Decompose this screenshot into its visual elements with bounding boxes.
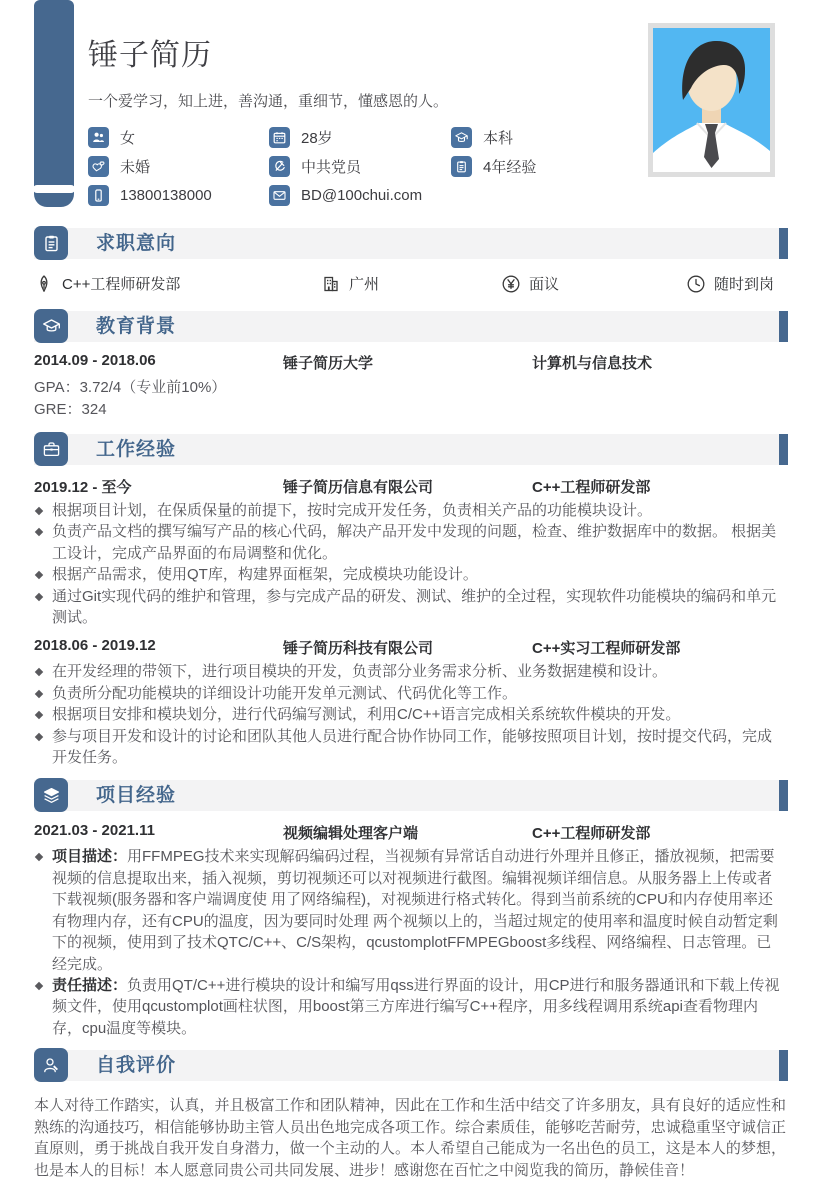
party-emblem-icon [269, 156, 290, 177]
project-bullet [34, 846, 786, 974]
info-item-experience [451, 156, 638, 177]
calendar-icon [269, 127, 290, 148]
hearts-icon [88, 156, 109, 177]
info-label: BD@100chui.com [301, 187, 423, 204]
header-main [88, 0, 638, 206]
info-label: 女 [120, 130, 136, 147]
intent-label: 面议 [529, 276, 560, 293]
phone-icon [88, 185, 109, 206]
education-period: 2014.09 - 2018.06 [34, 352, 156, 369]
info-item-degree [451, 127, 638, 148]
work-role: C++工程师研发部 [532, 479, 651, 496]
personal-info-grid [88, 127, 638, 206]
info-label: 本科 [483, 130, 514, 147]
work-bullet: 根据项目安排和模块划分，进行代码编写测试，利用C/C++语言完成相关系统软件模块的开发。 [34, 704, 786, 725]
project-bullet-text: 用FFMPEG技术来实现解码编码过程，当视频有异常话自动进行外理并且修正，播放视频，把需要视频的信息提取出来，插入视频，剪切视频还可以对视频进行截图。编辑视频详细信息。从服务器上上传或者下载视频(服务器和客户端调度使 用了网络编程)，对视频进行格式转化。得到当前系统的CPU和内存使用率还有物理内存，还有CPU的温度，因为要同时处理 两个视频以上的，当超过规定的使用率和温度时候自动暂定剩下的视频，使用到了技术QTC/C++、C/S架构，qcustomplotFFMPEGboost多线程、网络编程、日志管理。已经完成。 [52, 848, 778, 973]
bullet-diamond-icon [35, 690, 43, 698]
self-eval-text: 本人对待工作踏实，认真，并且极富工作和团队精神，因此在工作和生活中结交了许多朋友，具有良好的适应性和熟练的沟通技巧，相信能够协助主管人员出色地完成各项工作。综合素质佳，能够吃苦耐劳，忠诚稳重坚守诚信正直原则，勇于挑战自我开发自身潜力，做一个主动的人。本人希望自己能成为一名出色的员工，这是本人的梦想，也是本人的目标！本人愿意同贵公司共同发展、进步！感谢您在百忙之中阅览我的简历，静候佳音！ [34, 1097, 786, 1179]
person-edit-icon [34, 1048, 68, 1082]
education-row [34, 342, 786, 373]
info-item-age [269, 127, 451, 148]
info-item-email [269, 185, 451, 206]
bullet-diamond-icon [35, 592, 43, 600]
section-end-bar [779, 434, 788, 465]
section-project [0, 780, 820, 1039]
info-item-gender [88, 127, 269, 148]
salary-yen-icon [501, 274, 521, 294]
section-title: 自我评价 [96, 1055, 177, 1077]
section-title: 求职意向 [96, 233, 177, 254]
project-name: 视频编辑处理客户端 [283, 825, 419, 843]
project-bullet-text: 负责用QT/C++进行模块的设计和编写用qss进行界面的设计，用CP进行和服务器通讯和下载上传视频文件，使用qcustomplot画柱状图，用boost第三方库进行编写C++程序，用多线程调用系统api查看物理内存，cpu温度等模块。 [52, 976, 780, 1037]
intent-item-availability [686, 273, 786, 294]
clipboard-icon [34, 226, 68, 260]
clipboard-icon [451, 156, 472, 177]
info-item-marital [88, 156, 269, 177]
section-header [34, 434, 779, 465]
bullet-diamond-icon [35, 571, 43, 579]
project-role: C++工程师研发部 [532, 825, 651, 843]
work-bullet: 通过Git实现代码的维护和管理，参与完成产品的研发、测试、维护的全过程，实现软件功能模块的编码和单元测试。 [34, 586, 786, 629]
bullet-diamond-icon [35, 711, 43, 719]
info-label: 4年经验 [483, 159, 537, 176]
pen-nib-icon [34, 274, 54, 294]
work-bullet: 根据项目计划，在保质保量的前提下，按时完成开发任务，负责相关产品的功能模块设计。 [34, 500, 786, 521]
work-bullet: 在开发经理的带领下，进行项目模块的开发，负责部分业务需求分析、业务数据建模和设计。 [34, 661, 786, 682]
work-entry-row [34, 476, 786, 497]
work-role: C++实习工程师研发部 [532, 640, 681, 658]
bullet-diamond-icon [35, 853, 43, 861]
section-end-bar [779, 1050, 788, 1081]
work-company: 锤子简历科技有限公司 [283, 640, 434, 658]
resume-header [0, 0, 820, 210]
graduation-cap-icon [34, 309, 68, 343]
section-header [34, 311, 779, 342]
work-period: 2018.06 - 2019.12 [34, 637, 156, 655]
gender-icon [88, 127, 109, 148]
intent-item-salary [501, 273, 686, 294]
page-title: 锤子简历 [88, 39, 212, 72]
section-end-bar [779, 311, 788, 342]
tagline: 一个爱学习，知上进，善沟通，重细节，懂感恩的人。 [88, 93, 449, 110]
job-intent-row [34, 273, 786, 294]
section-end-bar [779, 780, 788, 811]
avatar [653, 28, 770, 172]
intent-item-position [34, 273, 321, 294]
info-label: 13800138000 [120, 187, 212, 204]
bullet-diamond-icon [35, 668, 43, 676]
section-header [34, 780, 779, 811]
work-bullet: 负责产品文档的撰写编写产品的核心代码，解决产品开发中发现的问题，检查、维护数据库中的数据。 根据美工设计，完成产品界面的布局调整和优化。 [34, 521, 786, 564]
bullet-diamond-icon [35, 732, 43, 740]
info-label: 未婚 [120, 159, 151, 176]
clock-icon [686, 274, 706, 294]
intent-label: 广州 [349, 276, 380, 293]
graduation-cap-icon [451, 127, 472, 148]
info-label: 中共党员 [301, 159, 362, 176]
project-row [34, 822, 786, 843]
section-self-eval [0, 1050, 820, 1181]
education-gpa: GPA：3.72/4（专业前10%） [34, 379, 227, 396]
section-header [34, 1050, 779, 1081]
project-bullet-label: 责任描述： [52, 976, 128, 994]
work-bullet: 负责所分配功能模块的详细设计功能开发单元测试、代码优化等工作。 [34, 683, 786, 704]
education-gre: GRE：324 [34, 401, 107, 418]
work-company: 锤子简历信息有限公司 [283, 479, 434, 496]
mail-icon [269, 185, 290, 206]
layers-icon [34, 778, 68, 812]
info-label: 28岁 [301, 130, 333, 147]
bullet-diamond-icon [35, 528, 43, 536]
section-title: 教育背景 [96, 316, 177, 337]
info-item-phone [88, 185, 269, 206]
profile-photo [648, 23, 775, 177]
work-bullet: 参与项目开发和设计的讨论和团队其他人员进行配合协作协同工作，能够按照项目计划，按时提交代码，完成开发任务。 [34, 726, 786, 769]
building-icon [321, 274, 341, 294]
work-bullet: 根据产品需求，使用QT库，构建界面框架，完成模块功能设计。 [34, 564, 786, 585]
section-work [0, 434, 820, 768]
education-major: 计算机与信息技术 [532, 355, 653, 372]
bullet-diamond-icon [35, 982, 43, 990]
education-school: 锤子简历大学 [283, 355, 374, 372]
intent-label: 随时到岗 [714, 276, 775, 293]
header-accent-bar [34, 0, 74, 207]
section-education [0, 311, 820, 421]
section-end-bar [779, 228, 788, 259]
work-period: 2019.12 - 至今 [34, 479, 132, 496]
project-period: 2021.03 - 2021.11 [34, 822, 155, 840]
project-bullet-label: 项目描述： [52, 848, 128, 866]
bullet-diamond-icon [35, 507, 43, 515]
project-bullet [34, 975, 786, 1039]
accent-dash-icon [33, 185, 75, 193]
intent-label: C++工程师研发部 [62, 276, 181, 293]
info-item-party [269, 156, 451, 177]
intent-item-city [321, 273, 501, 294]
section-title: 项目经验 [96, 785, 177, 807]
section-title: 工作经验 [96, 439, 177, 460]
briefcase-icon [34, 432, 68, 466]
section-job-intent [0, 228, 820, 294]
section-header [34, 228, 779, 259]
work-entry-row [34, 637, 786, 658]
